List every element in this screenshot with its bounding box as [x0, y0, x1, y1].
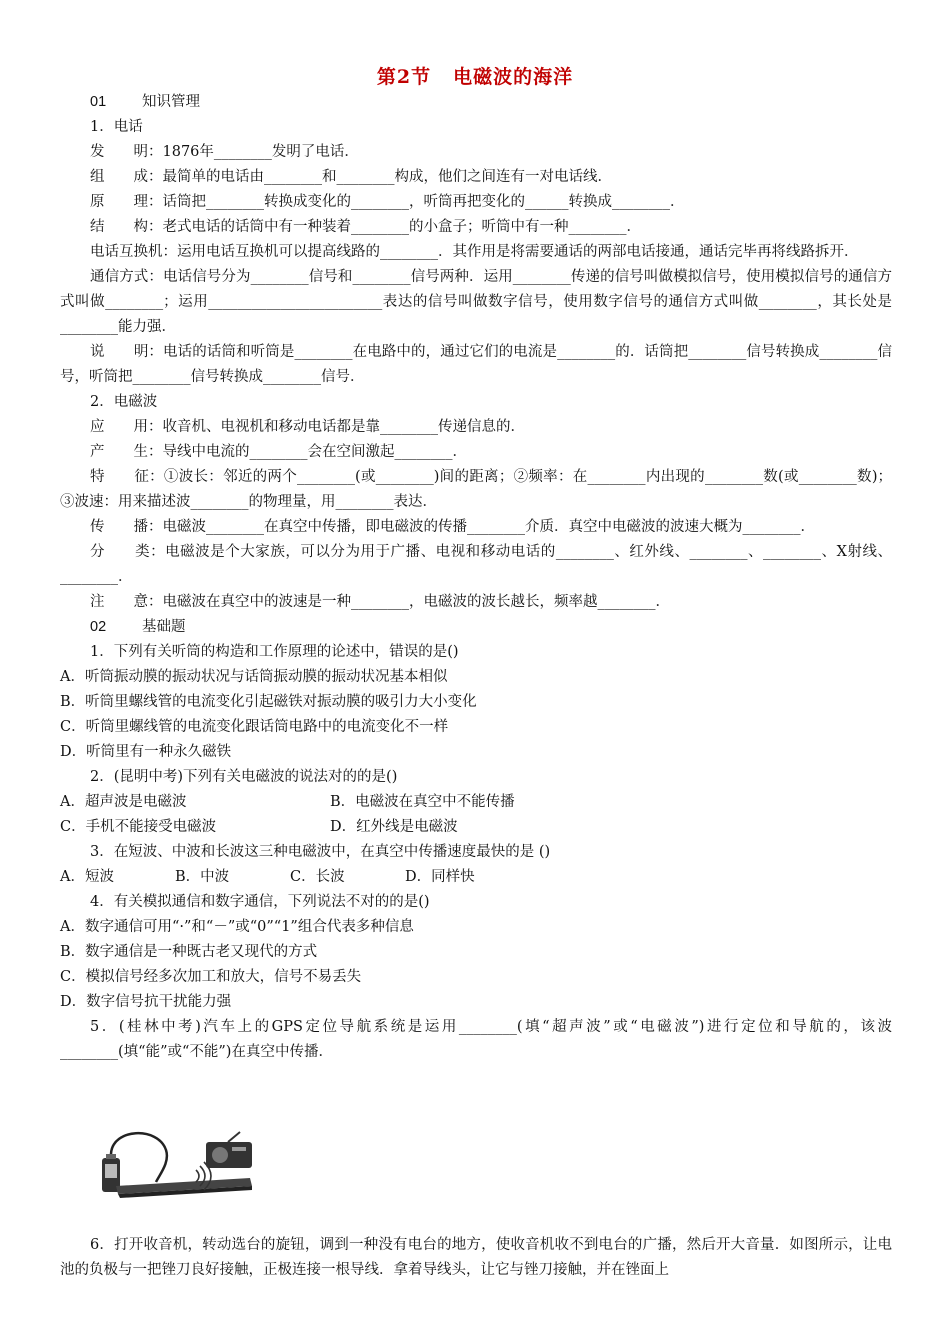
section-name: 电磁波的海洋 — [453, 66, 574, 88]
em-note: 注 意：电磁波在真空中的波速是一种________，电磁波的波长越长，频率越________． — [90, 594, 670, 610]
question-option: B．中波 — [175, 869, 230, 885]
knowledge-paragraph: 电话互换机：运用电话互换机可以提高线路的________．其作用是将需要通话的两部电话接通，通话完毕再将线路拆开． — [90, 244, 859, 260]
question-option: D．同样快 — [405, 869, 475, 885]
question-option: D．红外线是电磁波 — [330, 819, 458, 835]
question-stem: 5．(桂林中考)汽车上的GPS定位导航系统是运用________(填“超声波”或“电磁波”)进行定位和导航的，该波________(填“能”或“不能”)在真空中传播． — [60, 1019, 892, 1060]
question-stem: 1．下列有关听筒的构造和工作原理的论述中，错误的是() — [90, 644, 459, 660]
knowledge-line: 原 理：话筒把________转换成变化的________，听筒再把变化的______转换成________． — [90, 194, 685, 210]
question-option: C．手机不能接受电磁波 — [60, 819, 217, 835]
question-stem: 2．(昆明中考)下列有关电磁波的说法对的的是() — [90, 769, 398, 785]
em-paragraph: 传 播：电磁波________在真空中传播，即电磁波的传播________介质．真空中电磁波的波速大概为________． — [90, 519, 815, 535]
question-option-row — [60, 790, 892, 815]
em-paragraph: 分 类：电磁波是个大家族，可以分为用于广播、电视和移动电话的________、红外线、________、________、X射线、________． — [60, 544, 892, 585]
knowledge-line: 发 明：1876年________发明了电话． — [90, 144, 359, 160]
radio-icon — [206, 1132, 252, 1168]
em-line: 应 用：收音机、电视机和移动电话都是靠________传递信息的． — [90, 419, 525, 435]
knowledge-paragraph: 说 明：电话的话筒和听筒是________在电路中的，通过它们的电流是________的．话筒把________信号转换成________信号，听筒把________信号转换成________信号． — [60, 344, 892, 385]
question-option: C．听筒里螺线管的电流变化跟话筒电路中的电流变化不一样 — [60, 719, 449, 735]
question-option: B．电磁波在真空中不能传播 — [330, 794, 515, 810]
document-body — [60, 90, 892, 1065]
em-line: 2．电磁波 — [90, 394, 158, 410]
question-option: B．听筒里螺线管的电流变化引起磁铁对振动膜的吸引力大小变化 — [60, 694, 477, 710]
question-option-row — [60, 865, 892, 890]
em-paragraph: 特 征：①波长：邻近的两个________(或________)间的距离；②频率：在________内出现的________数(或________数)；③波速：用来描述波________的物理量，用________表达． — [60, 469, 892, 510]
knowledge-line: 组 成：最简单的电话由________和________构成，他们之间连有一对电话线． — [90, 169, 612, 185]
section-heading-basic: 02 基础题 — [90, 619, 186, 635]
question-option: A．数字通信可用“·”和“－”或“0”“1”组合代表多种信息 — [60, 919, 414, 935]
question-stem: 6．打开收音机，转动选台的旋钮，调到一种没有电台的地方，使收音机收不到电台的广播，然后开大音量．如图所示，让电池的负极与一把锉刀良好接触，正极连接一根导线．拿着导线头，让它与锉刀接触，并在锉面上 — [60, 1237, 892, 1278]
question-option-row — [60, 815, 892, 840]
section-heading-knowledge: 01 知识管理 — [90, 94, 200, 110]
radio-battery-file-figure — [100, 1130, 265, 1200]
question-option: A．超声波是电磁波 — [60, 794, 187, 810]
em-line: 产 生：导线中电流的________会在空间激起________． — [90, 444, 467, 460]
knowledge-paragraph: 通信方式：电话信号分为________信号和________信号两种．运用________传递的信号叫做模拟信号，使用模拟信号的通信方式叫做________；运用________________________表达的信号叫做数字信号，使用数字信号的通信方式叫做________，其长处是________能力强． — [60, 269, 892, 335]
question-option: D．听筒里有一种永久磁铁 — [60, 744, 232, 760]
question-option: B．数字通信是一种既古老又现代的方式 — [60, 944, 318, 960]
page-title — [0, 62, 950, 89]
question-option: A．听筒振动膜的振动状况与话筒振动膜的振动状况基本相似 — [60, 669, 448, 685]
knowledge-line: 结 构：老式电话的话筒中有一种装着________的小盒子；听筒中有一种________． — [90, 219, 641, 235]
question-stem: 4．有关模拟通信和数字通信，下列说法不对的的是() — [90, 894, 430, 910]
file-rasp-icon — [116, 1178, 252, 1198]
knowledge-line: 1．电话 — [90, 119, 143, 135]
question-stem: 3．在短波、中波和长波这三种电磁波中，在真空中传播速度最快的是 () — [90, 844, 551, 860]
question-option: D．数字信号抗干扰能力强 — [60, 994, 232, 1010]
question-option: C．长波 — [290, 869, 345, 885]
section-number: 第2节 — [376, 66, 432, 88]
question-option: C．模拟信号经多次加工和放大，信号不易丢失 — [60, 969, 362, 985]
question-option: A．短波 — [60, 869, 114, 885]
